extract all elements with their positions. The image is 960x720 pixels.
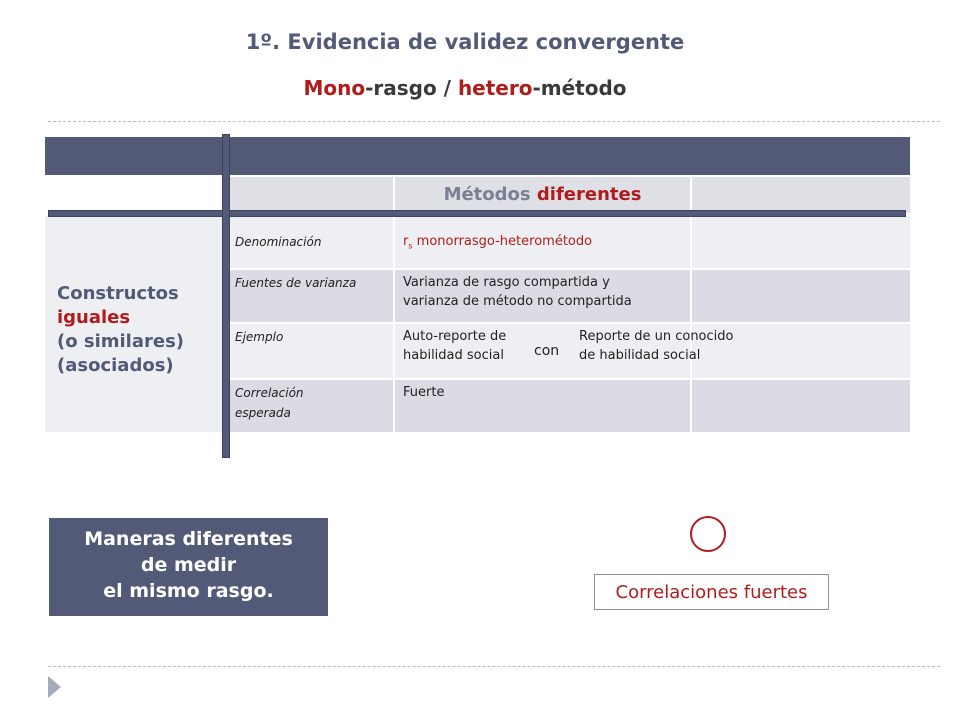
top-divider [48, 121, 940, 122]
slide-subtitle [0, 76, 930, 100]
bottom-divider [48, 666, 940, 667]
table-row-empty [692, 270, 910, 322]
circle-icon [690, 516, 726, 552]
subtitle-mono: Mono [303, 76, 366, 100]
construct-line-3: (o similares) [57, 331, 185, 352]
horizontal-divider-bar [48, 210, 906, 217]
subtitle-rasgo: -rasgo / [365, 76, 458, 100]
methods-header-word2: diferentes [536, 184, 642, 205]
callout-line-2: de medir [140, 554, 237, 576]
construct-line-4: (asociados) [57, 355, 174, 376]
methods-header-word1: Métodos [443, 184, 537, 205]
table-row-value: Fuerte [395, 380, 692, 432]
table-row-label: Denominación [230, 216, 395, 268]
table-row-label [230, 380, 395, 432]
table-row-empty [692, 380, 910, 432]
expected-label-line-2: esperada [235, 406, 291, 420]
table-row-empty [692, 216, 910, 268]
vertical-divider-bar [222, 134, 230, 458]
header-cell-blank-1 [230, 177, 395, 213]
next-arrow-icon[interactable] [48, 676, 61, 698]
callout-box [49, 518, 328, 616]
result-box: Correlaciones fuertes [594, 574, 829, 610]
table-row-value [395, 216, 692, 268]
construct-line-1: Constructos [57, 283, 179, 304]
header-cell-blank-2 [692, 177, 910, 213]
r-symbol: r [403, 234, 409, 249]
variance-line-1: Varianza de rasgo compartida y [403, 275, 610, 290]
callout-line-3: el mismo rasgo. [103, 580, 274, 602]
variance-line-2: varianza de método no compartida [403, 294, 632, 309]
r-subscript: s [408, 241, 413, 251]
slide-title: 1º. Evidencia de validez convergente [245, 30, 685, 54]
example-connector: con [534, 343, 560, 359]
example-b-line-1: Reporte de un conocido [579, 329, 734, 344]
denomination-text: monorrasgo-heterométodo [412, 234, 593, 249]
subtitle-hetero: hetero [457, 76, 533, 100]
table-row-label: Fuentes de varianza [230, 270, 395, 322]
construct-line-2: iguales [57, 307, 131, 328]
example-a-line-1: Auto-reporte de [403, 329, 507, 344]
callout-line-1: Maneras diferentes [84, 528, 293, 550]
table-row-value [395, 270, 692, 322]
expected-label-line-1: Correlación [235, 386, 304, 400]
table-header-band [45, 137, 910, 175]
subtitle-metodo: -método [532, 76, 627, 100]
example-a-line-2: habilidad social [403, 348, 504, 363]
example-b-line-2: de habilidad social [579, 348, 701, 363]
construct-label [57, 282, 184, 378]
example-b [579, 327, 733, 365]
methods-header [395, 177, 690, 213]
table-row-label: Ejemplo [230, 324, 395, 378]
